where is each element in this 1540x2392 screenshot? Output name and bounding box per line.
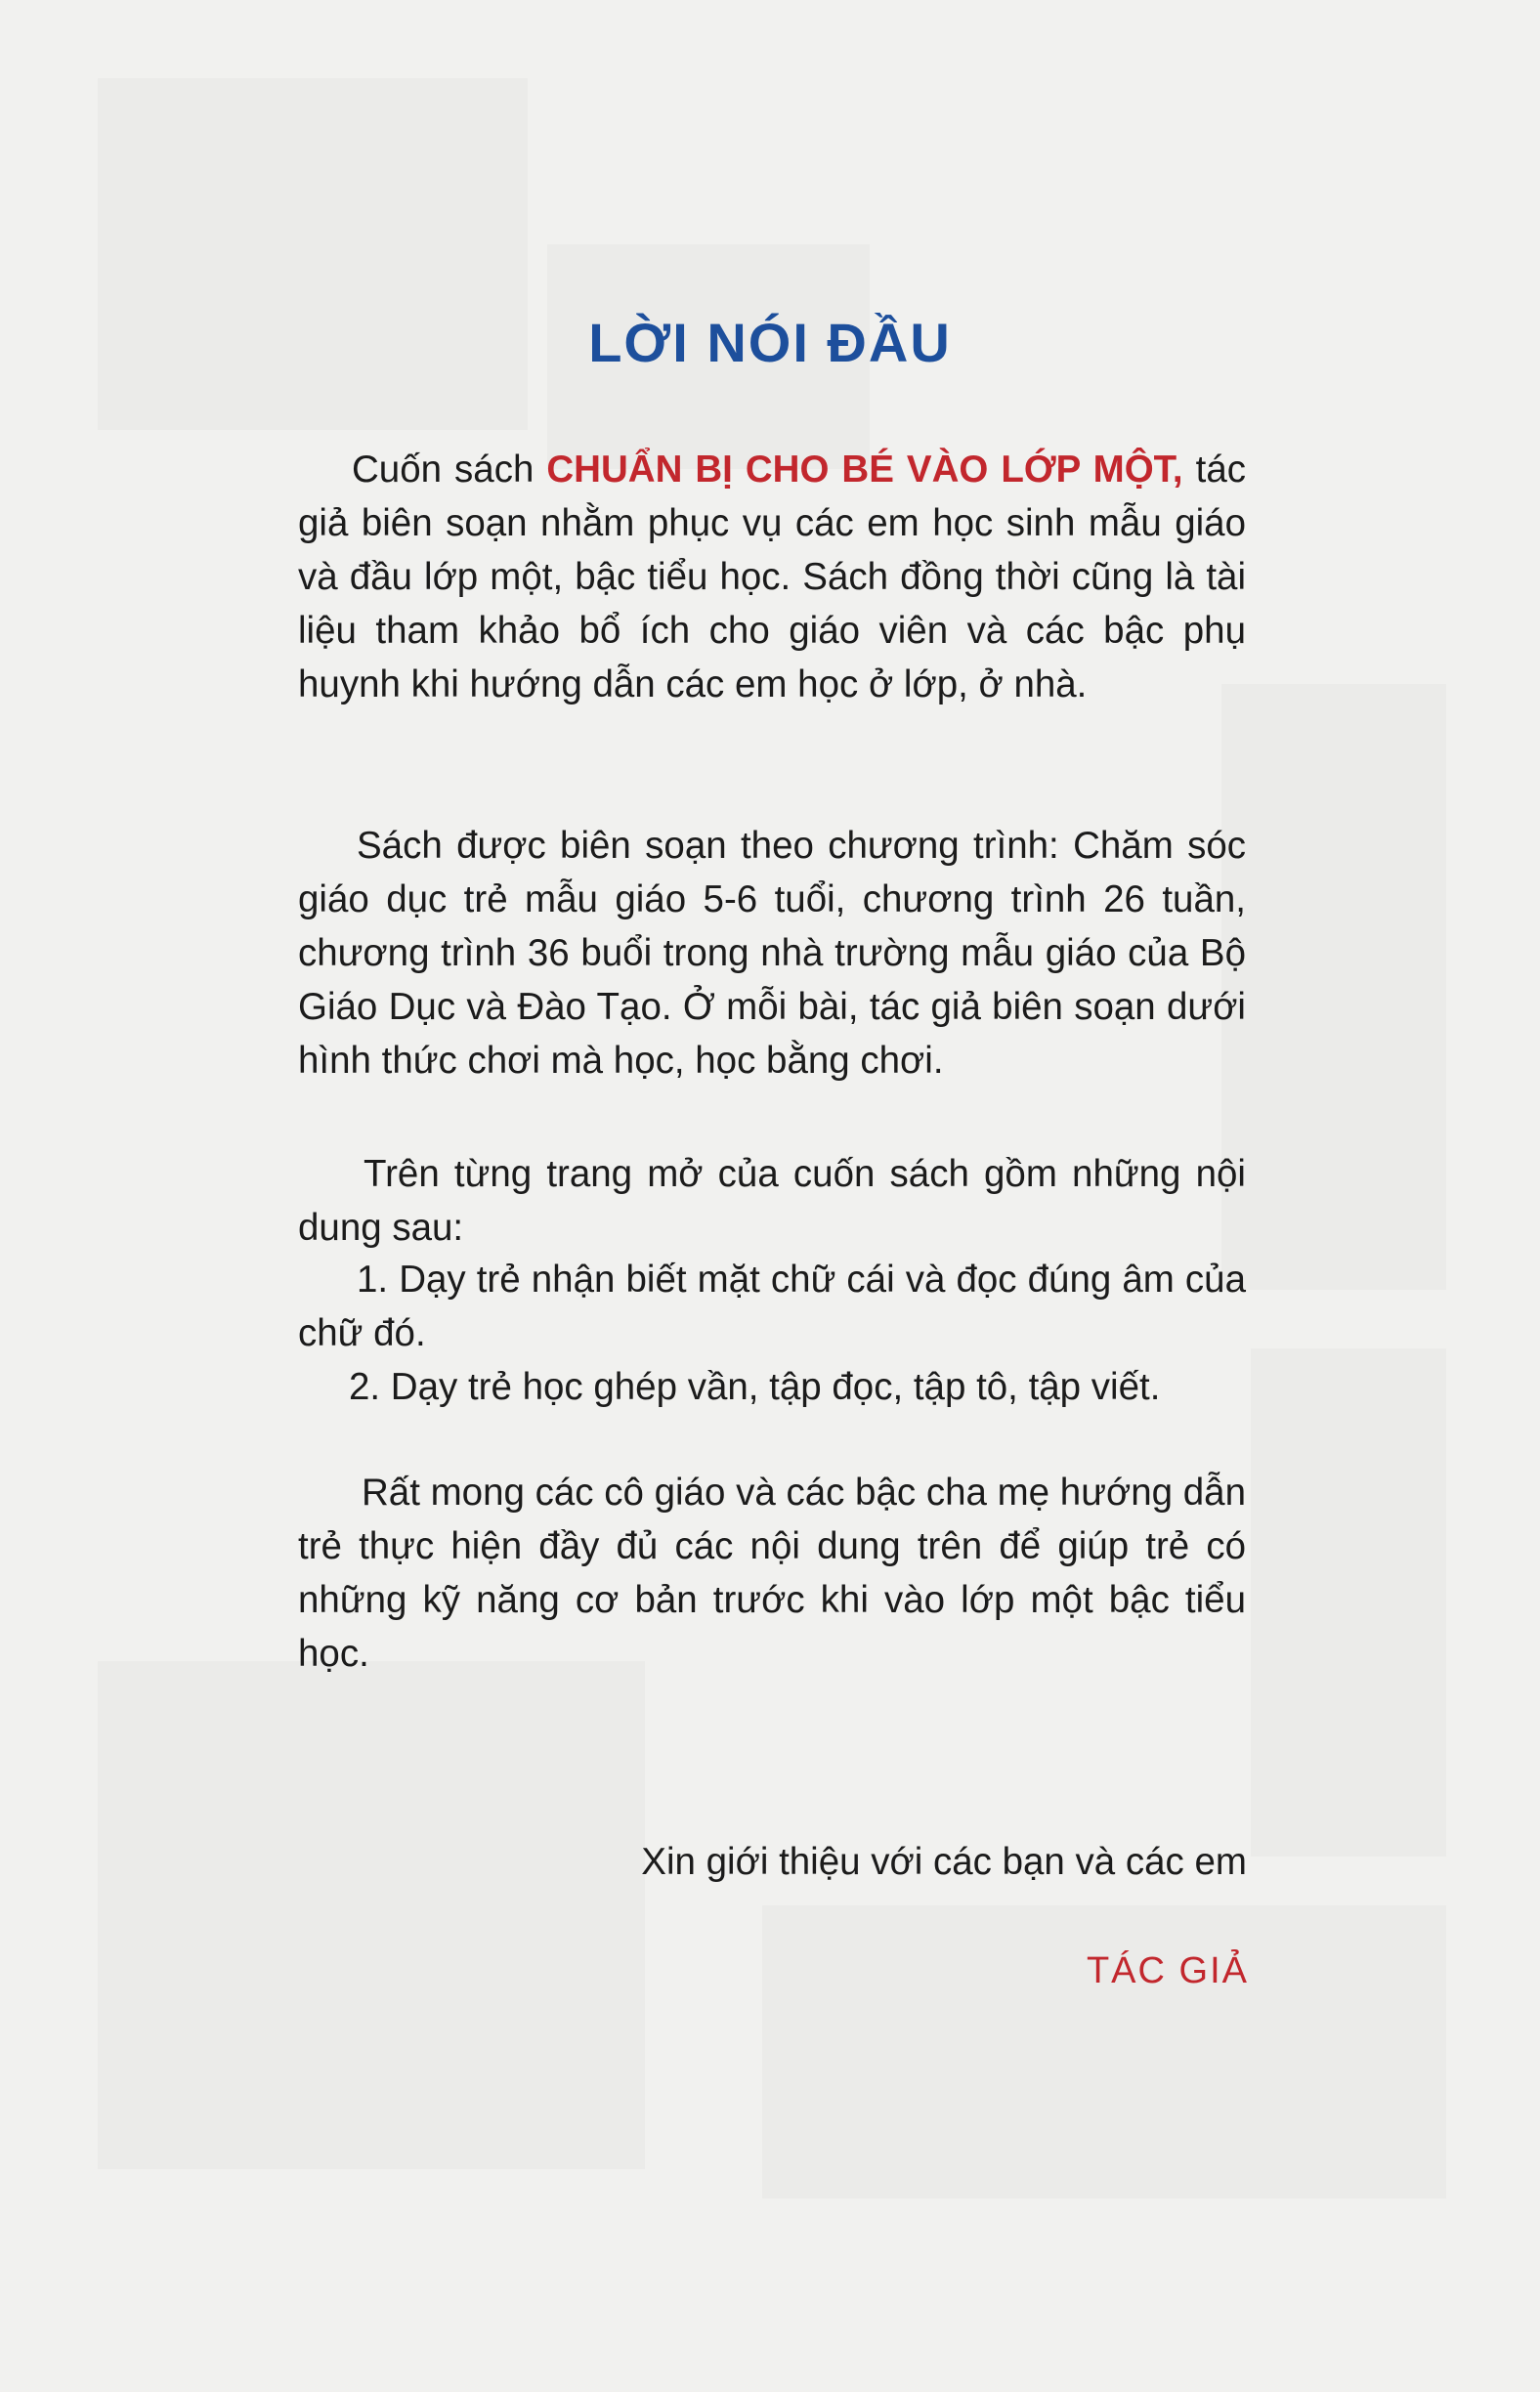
book-title: CHUẨN BỊ CHO BÉ VÀO LỚP MỘT, xyxy=(546,448,1183,491)
paragraph-intro xyxy=(298,443,1246,711)
paragraph-text: Trên từng trang mở của cuốn sách gồm những nội dung sau: xyxy=(298,1153,1246,1249)
background-texture xyxy=(98,1661,645,2169)
paragraph-text: tác giả biên soạn nhằm phục vụ các em học sinh mẫu giáo và đầu lớp một, bậc tiểu học. Sách đồng thời cũng là tài liệu tham khảo bổ ích cho giáo viên và các bậc phụ huynh khi hướng dẫn các em học ở lớp, ở nhà. xyxy=(298,448,1246,705)
paragraph-closing xyxy=(298,1466,1246,1681)
background-texture xyxy=(1251,1348,1446,1857)
list-item xyxy=(298,1360,1246,1414)
background-texture xyxy=(98,78,528,430)
paragraph-lead: Cuốn sách xyxy=(352,448,547,491)
paragraph-contents xyxy=(298,1147,1246,1255)
background-texture xyxy=(1221,684,1446,1290)
list-item xyxy=(298,1253,1246,1360)
paragraph-curriculum xyxy=(298,819,1246,1088)
page-title: LỜI NÓI ĐẦU xyxy=(588,312,952,373)
paragraph-text: Rất mong các cô giáo và các bậc cha mẹ hướng dẫn trẻ thực hiện đầy đủ các nội dung trên để giúp trẻ có những kỹ năng cơ bản trước khi vào lớp một bậc tiểu học. xyxy=(298,1472,1246,1675)
introduction-line: Xin giới thiệu với các bạn và các em xyxy=(641,1841,1247,1883)
list-item-text: 2. Dạy trẻ học ghép vần, tập đọc, tập tô, tập viết. xyxy=(349,1366,1161,1408)
author-signature: TÁC GIẢ xyxy=(1086,1950,1249,1991)
paragraph-text: Sách được biên soạn theo chương trình: Chăm sóc giáo dục trẻ mẫu giáo 5-6 tuổi, chương trình 26 tuần, chương trình 36 buổi trong nhà trường mẫu giáo của Bộ Giáo Dục và Đào Tạo. Ở mỗi bài, tác giả biên soạn dưới hình thức chơi mà học, học bằng chơi. xyxy=(298,825,1246,1082)
list-item-text: 1. Dạy trẻ nhận biết mặt chữ cái và đọc đúng âm của chữ đó. xyxy=(298,1259,1246,1354)
